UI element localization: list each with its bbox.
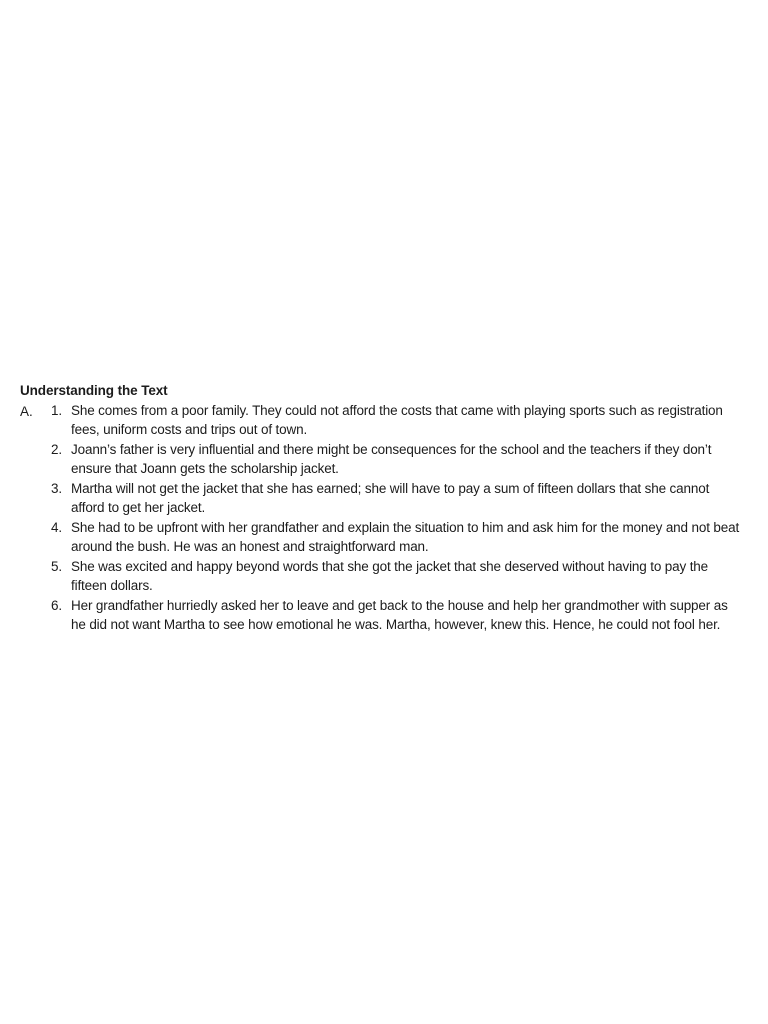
section-label: A. [20, 404, 33, 419]
answer-text: She had to be upfront with her grandfather and explain the situation to him and ask him for the money and not beat around the bush. He was an honest and straightforward man. [71, 520, 740, 554]
answer-section [20, 402, 740, 634]
answer-item-6 [20, 597, 740, 634]
section-heading: Understanding the Text [20, 383, 168, 398]
answer-number: 1. [51, 403, 62, 418]
answer-number: 4. [51, 520, 62, 535]
answer-number: 5. [51, 559, 62, 574]
answer-number: 2. [51, 442, 62, 457]
answer-list [20, 402, 740, 634]
answer-text: She comes from a poor family. They could not afford the costs that came with playing sports such as registration fees, uniform costs and trips out of town. [71, 403, 723, 437]
answer-text: Her grandfather hurriedly asked her to leave and get back to the house and help her grandmother with supper as he did not want Martha to see how emotional he was. Martha, however, knew this. Hence, he could not fool her. [71, 598, 728, 632]
answer-text: Martha will not get the jacket that she has earned; she will have to pay a sum of fifteen dollars that she cannot afford to get her jacket. [71, 481, 710, 515]
answer-item-2 [20, 441, 740, 478]
answer-text: Joann’s father is very influential and there might be consequences for the school and the teachers if they don’t ensure that Joann gets the scholarship jacket. [71, 442, 712, 476]
answer-item-1 [20, 402, 740, 439]
answer-text: She was excited and happy beyond words that she got the jacket that she deserved without having to pay the fifteen dollars. [71, 559, 709, 593]
document-body [20, 381, 740, 636]
answer-item-5 [20, 558, 740, 595]
answer-number: 3. [51, 481, 62, 496]
answer-item-3 [20, 480, 740, 517]
answer-item-4 [20, 519, 740, 556]
answer-number: 6. [51, 598, 62, 613]
